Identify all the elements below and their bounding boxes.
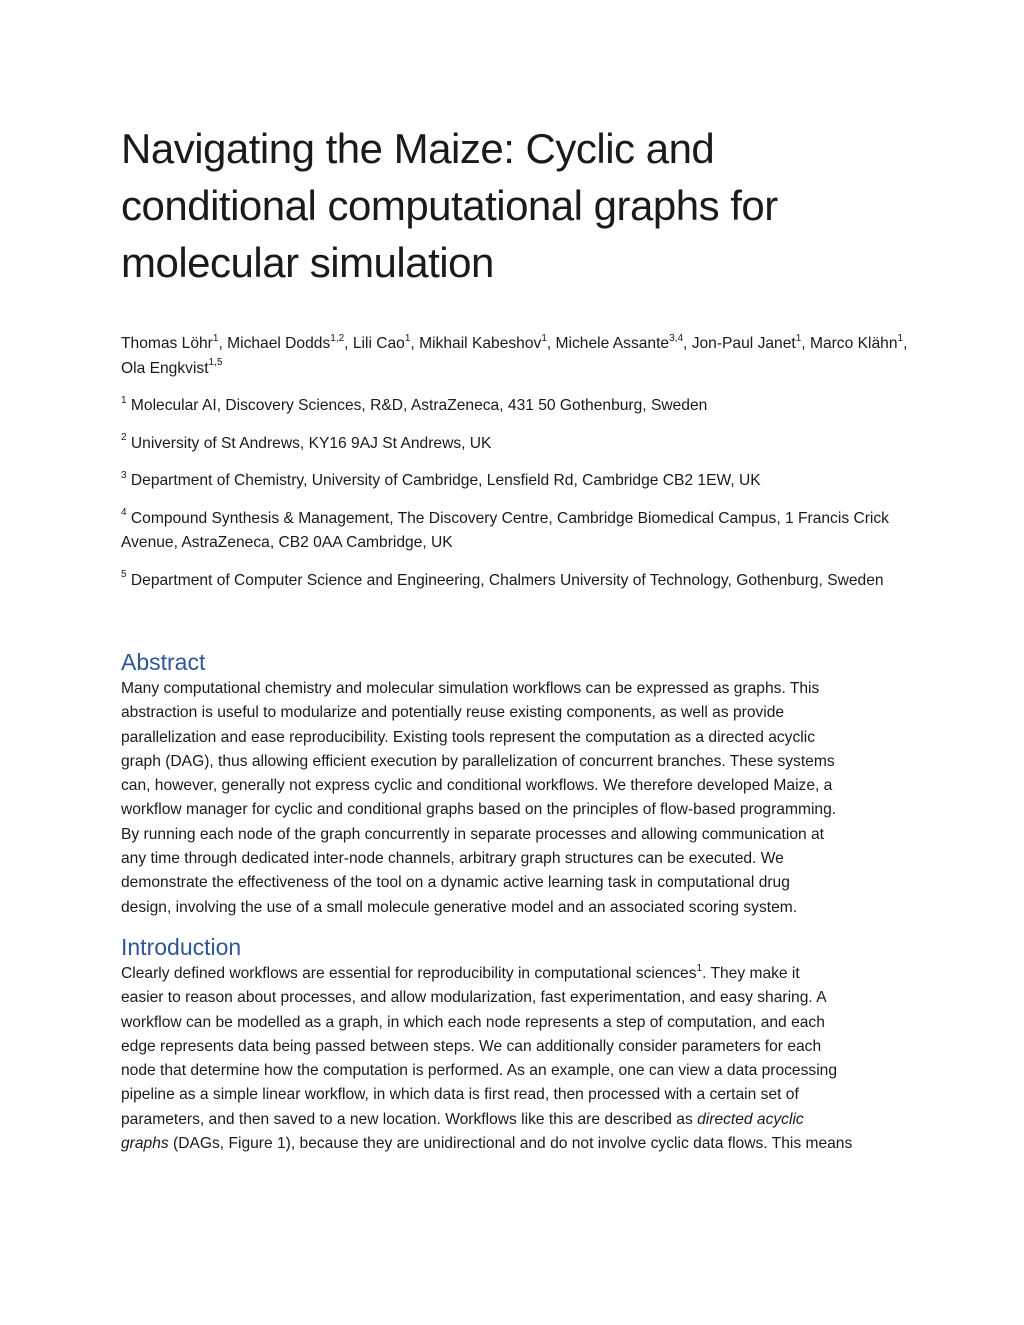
intro-line: workflow can be modelled as a graph, in which each node represents a step of computation, and each: [121, 1013, 825, 1031]
title-line: Navigating the Maize: Cyclic and: [121, 125, 715, 172]
introduction-heading: Introduction: [121, 933, 242, 960]
paper-page: [121, 120, 911, 1156]
author: Thomas Löhr$^1$,: [121, 332, 228, 352]
abstract-line: graph (DAG), thus allowing efficient execution by parallelization of concurrent branches. These systems: [121, 752, 835, 770]
title-line: molecular simulation: [121, 239, 494, 286]
abstract-line: parallelization and ease reproducibility. Existing tools represent the computation as a directed acyclic: [121, 728, 816, 746]
paper-title: [121, 120, 911, 291]
affiliation: $^4$ Compound Synthesis & Management, The Discovery Centre, Cambridge Biomedical Campus, 1 Francis Crick Avenue, AstraZeneca, CB2 0AA Cambridge, UK: [121, 507, 889, 551]
affiliation: $^1$ Molecular AI, Discovery Sciences, R&D, AstraZeneca, 431 50 Gothenburg, Sweden: [121, 394, 708, 414]
intro-line: easier to reason about processes, and allow modularization, fast experimentation, and easy sharing. A: [121, 989, 827, 1007]
affiliation: $^2$ University of St Andrews, KY16 9AJ St Andrews, UK: [121, 432, 492, 452]
author: Ola Engkvist$^{1,5}$: [121, 357, 223, 377]
abstract-line: demonstrate the effectiveness of the tool on a dynamic active learning task in computational drug: [121, 874, 790, 892]
abstract-line: design, involving the use of a small molecule generative model and an associated scoring system.: [121, 898, 798, 916]
abstract-heading: Abstract: [121, 649, 206, 675]
abstract-line: By running each node of the graph concurrently in separate processes and allowing communication at: [121, 825, 825, 843]
intro-line: pipeline as a simple linear workflow, in which data is first read, then processed with a certain set of: [121, 1086, 799, 1104]
author: Mikhail Kabeshov$^1$,: [419, 332, 556, 352]
abstract-line: can, however, generally not express cyclic and conditional workflows. We therefore developed Maize, a: [121, 777, 833, 795]
author: Jon-Paul Janet$^1$,: [691, 332, 810, 352]
intro-line: node that determine how the computation is performed. As an example, one can view a data processing: [121, 1062, 838, 1080]
citation-ref: 1: [696, 962, 703, 974]
abstract-text: [121, 677, 911, 920]
intro-line: Clearly defined workflows are essential for reproducibility in computational sciences$^1$. They make it: [121, 962, 800, 982]
intro-line: edge represents data being passed between steps. We can additionally consider parameters for each: [121, 1037, 822, 1055]
author-list: [121, 332, 911, 381]
introduction-text: [121, 962, 911, 1156]
title-line: conditional computational graphs for: [121, 182, 778, 229]
intro-line: parameters, and then saved to a new location. Workflows like this are described as directed acyclic: [121, 1110, 804, 1128]
author: Lili Cao$^1$,: [352, 332, 420, 352]
author: Michael Dodds$^{1,2}$,: [227, 332, 353, 352]
abstract-line: Many computational chemistry and molecular simulation workflows can be expressed as graphs. This: [121, 680, 820, 697]
abstract-line: abstraction is useful to modularize and potentially reuse existing components, as well as provide: [121, 704, 785, 722]
affiliation: $^3$ Department of Chemistry, University of Cambridge, Lensfield Rd, Cambridge CB2 1EW, UK: [121, 469, 761, 489]
affiliation: $^5$ Department of Computer Science and Engineering, Chalmers University of Technology, Gothenburg, Sweden: [121, 569, 884, 589]
abstract-line: any time through dedicated inter-node channels, arbitrary graph structures can be executed. We: [121, 850, 784, 868]
intro-line: graphs (DAGs, Figure 1), because they are unidirectional and do not involve cyclic data flows. This means: [121, 1135, 853, 1153]
author: Marco Klähn$^1$,: [809, 332, 908, 352]
abstract-line: workflow manager for cyclic and conditional graphs based on the principles of flow-based programming.: [121, 801, 837, 819]
author: Michele Assante$^{3,4}$,: [555, 332, 692, 352]
